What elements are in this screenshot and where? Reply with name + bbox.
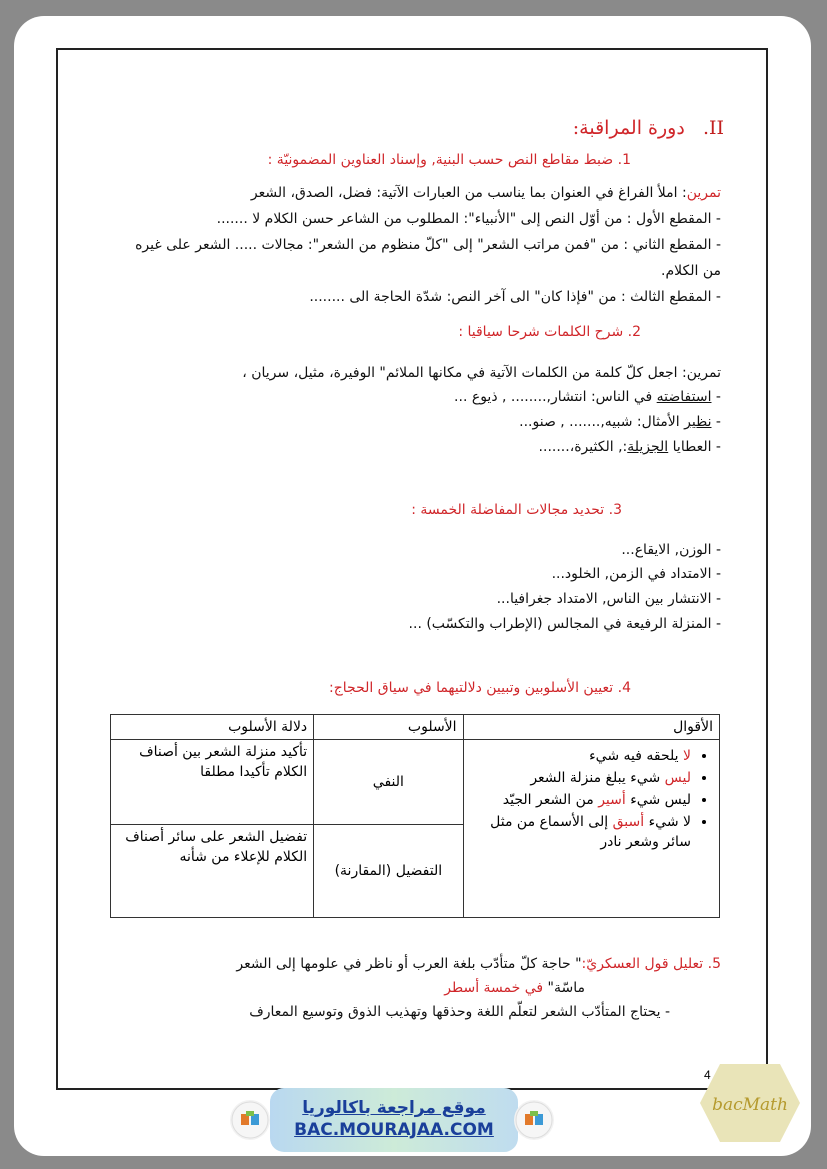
s5-answer: - يحتاج المتأدّب الشعر لتعلّم اللغة وحذقها وتهذيب الذوق وتوسيع المعارف (249, 1004, 670, 1020)
site-logo-left-icon (230, 1100, 270, 1140)
quote-highlight: ليس (664, 770, 691, 786)
s2-exercise: تمرين: اجعل كلّ كلمة من الكلمات الآتية في مكانها الملائم" الوفيرة، مثيل، سريان ، (242, 365, 721, 381)
s5-quote: " حاجة كلّ متأدّب بلغة العرب أو ناظر في علومها إلى الشعر (236, 956, 582, 972)
s2-item3-rest: :, الكثيرة،....... (538, 439, 628, 455)
quote-item: • لا شيء أسبق إلى الأسماع من مثل سائر وشعر نادر (470, 812, 691, 852)
quote-item: • لا يلحقه فيه شيء (470, 746, 691, 766)
style-negation: النفي (314, 740, 463, 825)
s2-item1-word: استفاضته (656, 389, 712, 405)
footer-banner[interactable] (270, 1088, 518, 1152)
styles-table (110, 714, 720, 918)
s5-note: في خمسة أسطر (444, 980, 548, 996)
quote-highlight: أسبق (612, 814, 645, 830)
s1-line3: - المقطع الثالث : من "فإذا كان" الى آخر النص: شدّة الحاجة الى ........ (309, 289, 721, 305)
quote-highlight: لا (683, 748, 691, 764)
s2-item2-word: نظير (684, 414, 712, 430)
quotes-list (470, 746, 713, 852)
s1-line2b: من الكلام. (661, 263, 721, 279)
bacmath-logo-text: bacMath (712, 1095, 788, 1115)
s2-item3-pre: العطايا (668, 439, 712, 455)
header-style: الأسلوب (314, 715, 463, 740)
s3-item: - الوزن, الايقاع... (621, 542, 721, 558)
quote-highlight: أسير (598, 792, 626, 808)
s3-item: - الانتشار بين الناس, الامتداد جغرافيا... (496, 591, 721, 607)
header-meaning: دلالة الأسلوب (111, 715, 314, 740)
site-logo-right-icon (514, 1100, 554, 1140)
s3-item: - الامتداد في الزمن, الخلود... (551, 566, 721, 582)
s5-quote-cont (444, 978, 585, 998)
footer-site-url[interactable]: BAC.MOURAJAA.COM (294, 1120, 494, 1140)
s5-quote2: ماسّة" (547, 980, 585, 996)
section-title (573, 118, 724, 138)
quote-item: • ليس شيء يبلغ منزلة الشعر (470, 768, 691, 788)
s1-exercise-label: تمرين (686, 185, 721, 201)
section-title-text: دورة المراقبة: (572, 117, 685, 139)
table-header-row (111, 715, 720, 740)
s4-heading: 4. تعيين الأسلوبين وتبيين دلالتيهما في سياق الحجاج: (329, 680, 631, 696)
s1-line1: - المقطع الأول : من أوّل النص إلى "الأنبياء": المطلوب من الشاعر حسن الكلام لا ....... (216, 211, 721, 227)
section-number: II. (702, 117, 724, 139)
s1-exercise-text: : املأ الفراغ في العنوان بما يناسب من العبارات الآتية: فضل، الصدق، الشعر (250, 185, 687, 201)
footer-site-name[interactable]: موقع مراجعة باكالوريا (302, 1098, 486, 1118)
table-row (111, 740, 720, 825)
style-comparison: التفضيل (المقارنة) (314, 825, 463, 918)
s2-heading: 2. شرح الكلمات شرحا سياقيا : (458, 324, 641, 340)
bacmath-logo (700, 1062, 800, 1144)
s5-heading-text: 5. تعليل قول العسكريّ: (581, 956, 721, 972)
page-number: 4 (704, 1068, 711, 1082)
s1-heading: 1. ضبط مقاطع النص حسب البنية, وإسناد العناوين المضمونيّة : (267, 152, 631, 168)
quotes-cell (463, 740, 719, 918)
header-quotes: الأقوال (463, 715, 719, 740)
s2-item3-word: الجزيلة (627, 439, 669, 455)
s1-exercise (251, 183, 721, 203)
s2-item2-rest: الأمثال: شبيه,....... , صنو... (519, 414, 685, 430)
s1-line2: - المقطع الثاني : من "فمن مراتب الشعر" إلى "كلّ منظوم من الشعر": مجالات ..... الشعر على غيره (135, 237, 721, 253)
meaning-comparison: تفضيل الشعر على سائر أصناف الكلام للإعلاء من شأنه (111, 825, 314, 918)
s3-heading: 3. تحديد مجالات المفاضلة الخمسة : (411, 502, 622, 518)
s3-item: - المنزلة الرفيعة في المجالس (الإطراب والتكسّب) ... (408, 616, 721, 632)
s5-heading (236, 954, 721, 974)
s2-item1-rest: في الناس: انتشار,........ , ذيوع ... (454, 389, 657, 405)
meaning-negation: تأكيد منزلة الشعر بين أصناف الكلام تأكيدا مطلقا (111, 740, 314, 825)
s2-item1: - استفاضته في الناس: انتشار,........ , ذيوع ... (454, 389, 721, 405)
s2-item2: - نظير الأمثال: شبيه,....... , صنو... (519, 414, 721, 430)
s2-item3: - العطايا الجزيلة:, الكثيرة،....... (538, 439, 721, 455)
quote-item: • ليس شيء أسير من الشعر الجيّد (470, 790, 691, 810)
